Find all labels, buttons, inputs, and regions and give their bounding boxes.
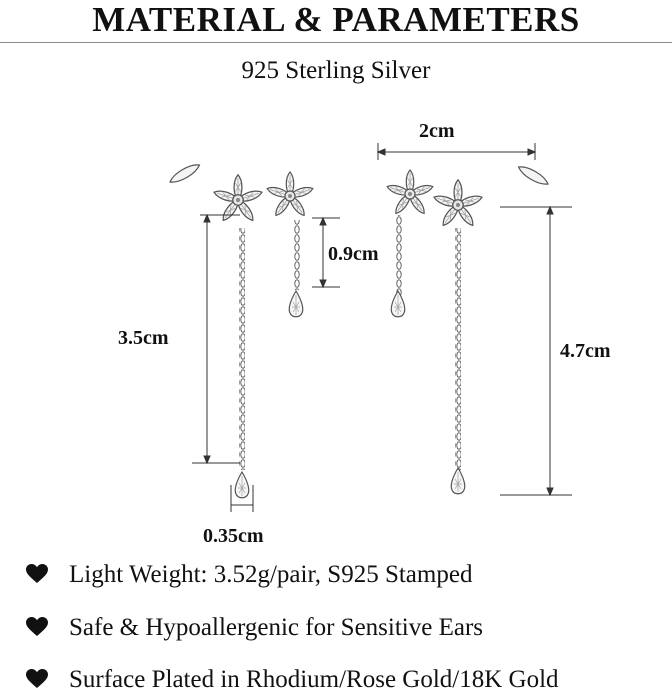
short-chain	[294, 220, 300, 290]
feature-text: Safe & Hypoallergenic for Sensitive Ears	[69, 614, 484, 641]
long-chain	[239, 228, 245, 470]
short-drop-label: 0.9cm	[328, 243, 379, 265]
short-drop	[289, 291, 303, 317]
total-length-label: 4.7cm	[560, 340, 611, 362]
feature-text: Surface Plated in Rhodium/Rose Gold/18K Gold	[69, 666, 559, 693]
heart-icon	[26, 669, 48, 689]
heart-icon	[26, 617, 48, 637]
chain-length-label: 3.5cm	[118, 327, 169, 349]
heart-icon	[26, 564, 48, 584]
drop-width-label: 0.35cm	[203, 525, 264, 547]
feature-text: Light Weight: 3.52g/pair, S925 Stamped	[69, 561, 473, 588]
material-subtitle: 925 Sterling Silver	[241, 57, 431, 84]
left-earring	[168, 161, 314, 498]
width-label: 2cm	[419, 120, 455, 142]
right-earring	[386, 163, 550, 494]
long-drop	[235, 472, 249, 498]
page-title: MATERIAL & PARAMETERS	[92, 0, 580, 39]
